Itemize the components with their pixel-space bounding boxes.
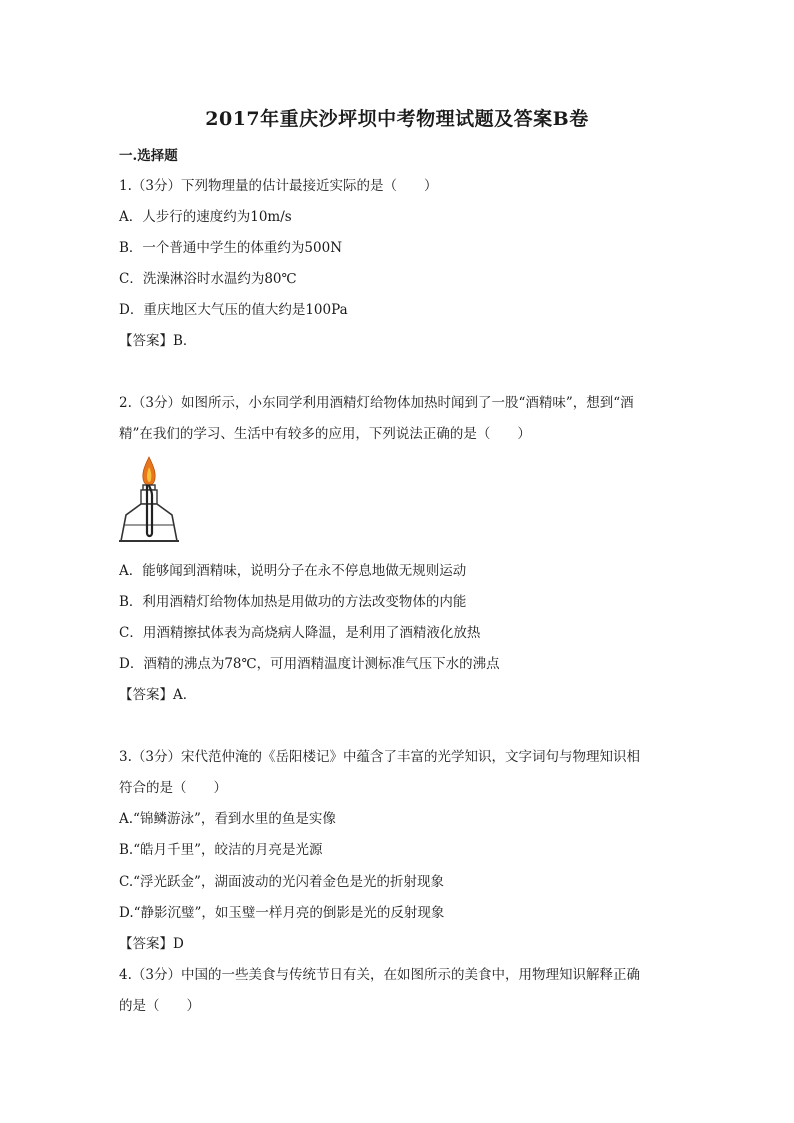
question-1-stem: 1.（3分）下列物理量的估计最接近实际的是（ ） [119,178,438,194]
question-4-stem-line-2: 的是（ ） [119,998,200,1014]
question-1-option-d: D．重庆地区大气压的值大约是100Pa [119,302,348,318]
question-3-option-b: B.“皓月千里”，皎洁的月亮是光源 [119,842,323,858]
question-2-option-b: B．利用酒精灯给物体加热是用做功的方法改变物体的内能 [119,594,467,610]
question-1-answer: 【答案】B． [119,333,197,349]
question-3-answer: 【答案】D [119,936,184,952]
section-heading: 一.选择题 [119,148,178,164]
question-2-stem-line-1: 2.（3分）如图所示，小东同学利用酒精灯给物体加热时闻到了一股“酒精味”，想到“酒 [119,395,634,411]
question-4-stem-line-1: 4.（3分）中国的一些美食与传统节日有关，在如图所示的美食中，用物理知识解释正确 [119,967,640,983]
alcohol-lamp-icon [116,455,182,547]
question-2-answer: 【答案】A． [119,687,197,703]
question-3-stem-line-2: 符合的是（ ） [119,780,227,796]
question-3-option-d: D.“静影沉璧”，如玉璧一样月亮的倒影是光的反射现象 [119,905,445,921]
question-2-stem-line-2: 精”在我们的学习、生活中有较多的应用，下列说法正确的是（ ） [119,426,531,442]
page-title: 2017年重庆沙坪坝中考物理试题及答案B卷 [205,108,589,130]
alcohol-lamp-figure [116,455,182,547]
question-2-option-d: D．酒精的沸点为78℃，可用酒精温度计测标准气压下水的沸点 [119,656,500,672]
question-1-option-b: B．一个普通中学生的体重约为500N [119,240,343,256]
question-1-option-a: A．人步行的速度约为10m/s [119,209,292,225]
question-2-option-a: A．能够闻到酒精味，说明分子在永不停息地做无规则运动 [119,563,467,579]
question-3-option-a: A.“锦鳞游泳”，看到水里的鱼是实像 [119,811,336,827]
question-3-stem-line-1: 3.（3分）宋代范仲淹的《岳阳楼记》中蕴含了丰富的光学知识，文字词句与物理知识相 [119,749,640,765]
question-2-option-c: C．用酒精擦拭体表为高烧病人降温，是利用了酒精液化放热 [119,625,481,641]
question-1-option-c: C．洗澡淋浴时水温约为80℃ [119,271,297,287]
question-3-option-c: C.“浮光跃金”，湖面波动的光闪着金色是光的折射现象 [119,874,444,890]
